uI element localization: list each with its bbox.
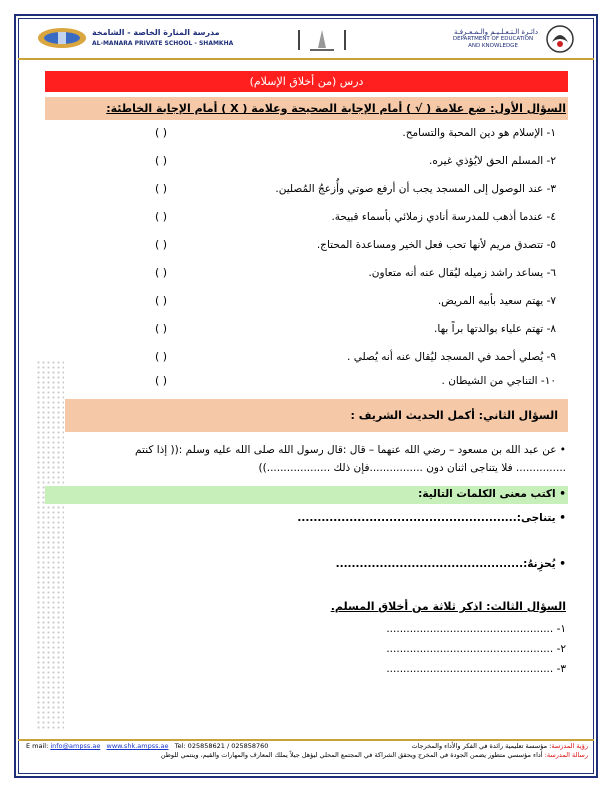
word-text-2: يُحزِنهُ:............................................... <box>335 558 556 570</box>
bullet-icon: • <box>555 558 566 570</box>
answer-box[interactable]: ( ) <box>155 350 168 363</box>
q1-item-6: ٦- يساعد راشد زميله ليُقال عنه أنه متعاون. <box>368 267 556 279</box>
word-item-2[interactable] <box>336 558 566 570</box>
answer-box[interactable]: ( ) <box>155 154 168 167</box>
answer-box[interactable]: ( ) <box>155 238 168 251</box>
email-link[interactable]: info@ampss.ae <box>50 742 101 750</box>
answer-box[interactable]: ( ) <box>155 182 168 195</box>
q1-item-2: ٢- المسلم الحق لايُؤذي غيره. <box>429 155 556 167</box>
lesson-title: درس (من أخلاق الإسلام) <box>45 71 568 92</box>
hadith-line-2[interactable]: ............... فلا يتناجى اثنان دون ................فإن ذلك ...................)) <box>258 462 566 474</box>
q1-item-10: ١٠- التناجي من الشيطان . <box>441 375 556 387</box>
answer-box[interactable]: ( ) <box>155 294 168 307</box>
answer-box[interactable]: ( ) <box>155 266 168 279</box>
contact-info <box>26 742 268 751</box>
mission-label: رسالة المدرسة: <box>544 751 588 759</box>
answer-box[interactable]: ( ) <box>155 210 168 223</box>
meanings-heading-text: اكتب معنى الكلمات التالية: <box>418 488 556 500</box>
department-name-ar: دائـرة الـتـعـلـيـم والـمـعـرفـة <box>454 28 538 36</box>
q3-answer-line-1[interactable]: ١- .................................................. <box>386 623 566 635</box>
page-footer <box>22 742 590 764</box>
school-name-ar: مدرسة المنارة الخاصة - الشامخة <box>92 28 220 37</box>
q3-answer-line-3[interactable]: ٣- .................................................. <box>386 663 566 675</box>
decorative-dots <box>36 360 64 730</box>
vision-label: رؤية المدرسة <box>551 742 588 750</box>
school-logo-icon <box>36 26 88 50</box>
question-3-heading: السؤال الثالث: اذكر ثلاثة من أخلاق المسلم. <box>330 600 566 613</box>
q1-item-3: ٣- عند الوصول إلى المسجد يجب أن أرفع صوتي وأُزعجُ المُصلين. <box>275 183 556 195</box>
hadith-line-1 <box>135 444 566 456</box>
mission-text: أداء مؤسسي متطور يضمن الجودة في المخرج ويحقق الشراكة في المجتمع المحلي ليؤهل جيلاً يملك المعارف والمهارات والقيم، وينتمي للوطن <box>160 751 545 759</box>
footer-divider <box>18 739 594 741</box>
vision-text: : مؤسسة تعليمية رائدة في الفكر والأداء والمخرجات <box>411 742 552 750</box>
meanings-heading <box>418 488 566 500</box>
hadith-text-1: عن عبد الله بن مسعود – رضي الله عنهما – قال :قال رسول الله صلى الله عليه وسلم :(( إذا كنتم <box>135 444 557 456</box>
bullet-icon: • <box>556 444 566 456</box>
website-link[interactable]: www.shk.ampss.ae <box>106 742 169 750</box>
school-mission <box>161 751 588 760</box>
emirate-falcon-icon <box>544 24 576 54</box>
center-emblem-icon <box>292 26 352 54</box>
q1-item-8: ٨- تهتم علياء بوالدتها براً بها. <box>434 323 556 335</box>
bullet-icon: • <box>555 512 566 524</box>
bullet-icon: • <box>555 488 566 500</box>
page-header <box>22 22 590 58</box>
answer-box[interactable]: ( ) <box>155 374 168 387</box>
word-item-1[interactable] <box>297 512 566 524</box>
q1-item-5: ٥- تتصدق مريم لأنها تحب فعل الخير ومساعدة المحتاج. <box>316 239 556 251</box>
q1-item-9: ٩- يُصلي أحمد في المسجد ليُقال عنه أنه يُصلي . <box>347 351 556 363</box>
telephone: Tel: 025858621 / 025858760 <box>174 742 269 750</box>
answer-box[interactable]: ( ) <box>155 126 168 139</box>
q1-item-7: ٧- يهتم سعيد بأبيه المريض. <box>437 295 556 307</box>
question-2-heading: السؤال الثاني: أكمل الحديث الشريف : <box>65 399 568 432</box>
header-divider <box>18 58 594 60</box>
question-1-heading: السؤال الأول: ضع علامة ( √ ) أمام الإجابة الصحيحة وعلامة ( X ) أمام الإجابة الخاطئة: <box>45 97 568 120</box>
department-name-en-line1: DEPARTMENT OF EDUCATION <box>452 36 534 42</box>
department-name-en <box>448 36 538 50</box>
word-text-1: يتناجى:....................................................... <box>297 512 556 524</box>
department-name-en-line2: AND KNOWLEDGE <box>468 43 518 49</box>
school-name-en: AL-MANARA PRIVATE SCHOOL - SHAMKHA <box>92 40 234 47</box>
q1-item-1: ١- الإسلام هو دين المحبة والتسامح. <box>402 127 556 139</box>
email-label: E mail: <box>26 742 51 750</box>
answer-box[interactable]: ( ) <box>155 322 168 335</box>
q3-answer-line-2[interactable]: ٢- .................................................. <box>386 643 566 655</box>
school-vision <box>412 742 589 751</box>
q1-item-4: ٤- عندما أذهب للمدرسة أنادي زملائي بأسماء قبيحة. <box>331 211 556 223</box>
